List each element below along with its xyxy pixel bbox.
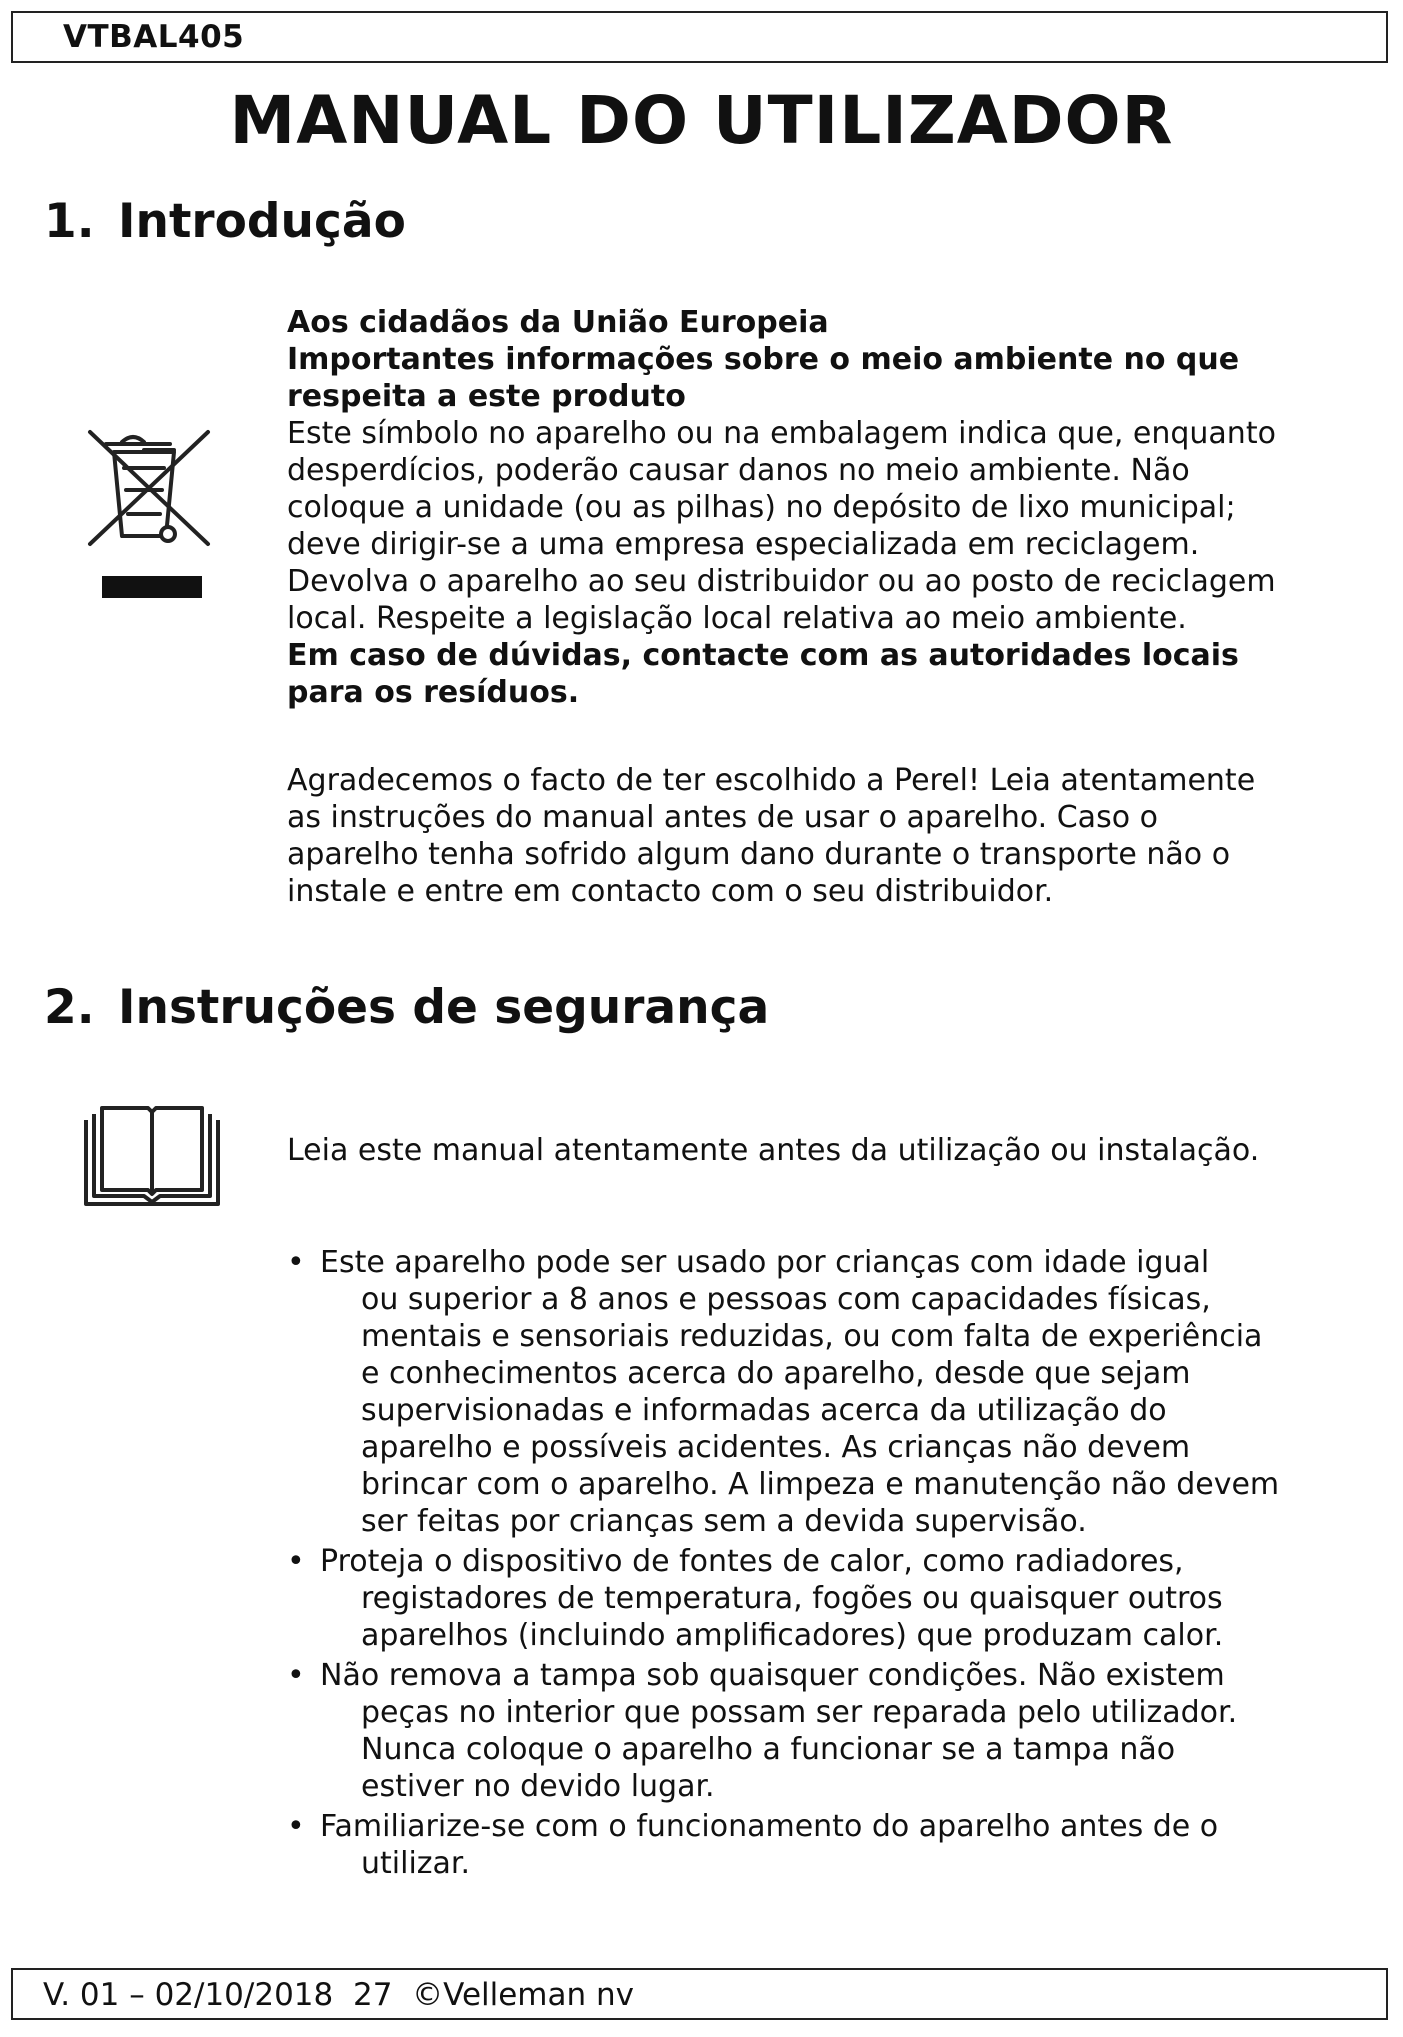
- safety-bullet-list: [287, 1244, 1357, 1885]
- bullet-line: registadores de temperatura, fogões ou quaisquer outros: [361, 1581, 1223, 1616]
- bullet-line: utilizar.: [361, 1846, 471, 1881]
- section-number: 1.: [44, 194, 95, 249]
- thanks-paragraph: [287, 762, 1347, 910]
- footer-version: V. 01 – 02/10/2018: [43, 1977, 334, 2013]
- list-item: [287, 1808, 1357, 1882]
- bullet-dot: •: [287, 1658, 305, 1693]
- list-item: [287, 1543, 1357, 1654]
- notice-line: coloque a unidade (ou as pilhas) no depósito de lixo municipal;: [287, 490, 1236, 525]
- bullet-line: peças no interior que possam ser reparada pelo utilizador.: [361, 1695, 1238, 1730]
- bullet-line: Não remova a tampa sob quaisquer condições. Não existem: [320, 1658, 1225, 1693]
- footer-page-number: 27: [352, 1977, 393, 2013]
- crossed-out-wheelie-bin-icon: [86, 428, 216, 603]
- notice-line: local. Respeite a legislação local relativa ao meio ambiente.: [287, 601, 1187, 636]
- section-title: Instruções de segurança: [118, 980, 770, 1035]
- thanks-line: instale e entre em contacto com o seu distribuidor.: [287, 874, 1054, 909]
- bullet-dot: •: [287, 1245, 305, 1280]
- thanks-line: as instruções do manual antes de usar o aparelho. Caso o: [287, 800, 1158, 835]
- section-number: 2.: [44, 980, 95, 1035]
- notice-line: deve dirigir-se a uma empresa especializada em reciclagem.: [287, 527, 1200, 562]
- bullet-line: aparelho e possíveis acidentes. As crianças não devem: [361, 1430, 1191, 1465]
- header-box: [11, 11, 1388, 63]
- list-item: [287, 1657, 1357, 1805]
- bullet-line: ou superior a 8 anos e pessoas com capacidades físicas,: [361, 1282, 1211, 1317]
- read-manual-line: Leia este manual atentamente antes da utilização ou instalação.: [287, 1133, 1260, 1168]
- page-title: MANUAL DO UTILIZADOR: [229, 82, 1174, 159]
- section-title: Introdução: [118, 194, 406, 249]
- bullet-line: ser feitas por crianças sem a devida supervisão.: [361, 1504, 1087, 1539]
- bullet-line: Nunca coloque o aparelho a funcionar se a tampa não: [361, 1732, 1176, 1767]
- list-item: [287, 1244, 1357, 1540]
- open-book-icon: [82, 1102, 222, 1208]
- read-manual-text: [287, 1132, 1347, 1169]
- notice-line: desperdícios, poderão causar danos no meio ambiente. Não: [287, 453, 1190, 488]
- bullet-line: mentais e sensoriais reduzidas, ou com falta de experiência: [361, 1319, 1263, 1354]
- bullet-line: brincar com o aparelho. A limpeza e manutenção não devem: [361, 1467, 1280, 1502]
- notice-line: Devolva o aparelho ao seu distribuidor ou ao posto de reciclagem: [287, 564, 1276, 599]
- footer-text: [43, 1977, 634, 2013]
- notice-heading-line: respeita a este produto: [287, 379, 686, 414]
- footer-copyright: ©Velleman nv: [412, 1977, 634, 2013]
- weee-notice: [287, 304, 1347, 711]
- bullet-line: supervisionadas e informadas acerca da utilização do: [361, 1393, 1167, 1428]
- thanks-line: aparelho tenha sofrido algum dano durante o transporte não o: [287, 837, 1231, 872]
- bullet-line: Proteja o dispositivo de fontes de calor, como radiadores,: [320, 1544, 1184, 1579]
- bullet-dot: •: [287, 1809, 305, 1844]
- notice-heading-line: Aos cidadãos da União Europeia: [287, 305, 829, 340]
- bullet-line: estiver no devido lugar.: [361, 1769, 715, 1804]
- notice-heading-line: Importantes informações sobre o meio ambiente no que: [287, 342, 1240, 377]
- notice-closing-line: Em caso de dúvidas, contacte com as autoridades locais: [287, 638, 1239, 673]
- section-heading-safety: [44, 980, 769, 1035]
- bullet-line: Este aparelho pode ser usado por crianças com idade igual: [320, 1245, 1210, 1280]
- bullet-line: Familiarize-se com o funcionamento do aparelho antes de o: [320, 1809, 1219, 1844]
- notice-line: Este símbolo no aparelho ou na embalagem indica que, enquanto: [287, 416, 1276, 451]
- bullet-line: e conhecimentos acerca do aparelho, desde que sejam: [361, 1356, 1191, 1391]
- product-code: VTBAL405: [63, 19, 245, 55]
- section-heading-intro: [44, 194, 406, 249]
- bullet-line: aparelhos (incluindo amplificadores) que produzam calor.: [361, 1618, 1224, 1653]
- thanks-line: Agradecemos o facto de ter escolhido a Perel! Leia atentamente: [287, 763, 1256, 798]
- notice-closing-line: para os resíduos.: [287, 675, 580, 710]
- footer-box: [11, 1968, 1388, 2020]
- bullet-dot: •: [287, 1544, 305, 1579]
